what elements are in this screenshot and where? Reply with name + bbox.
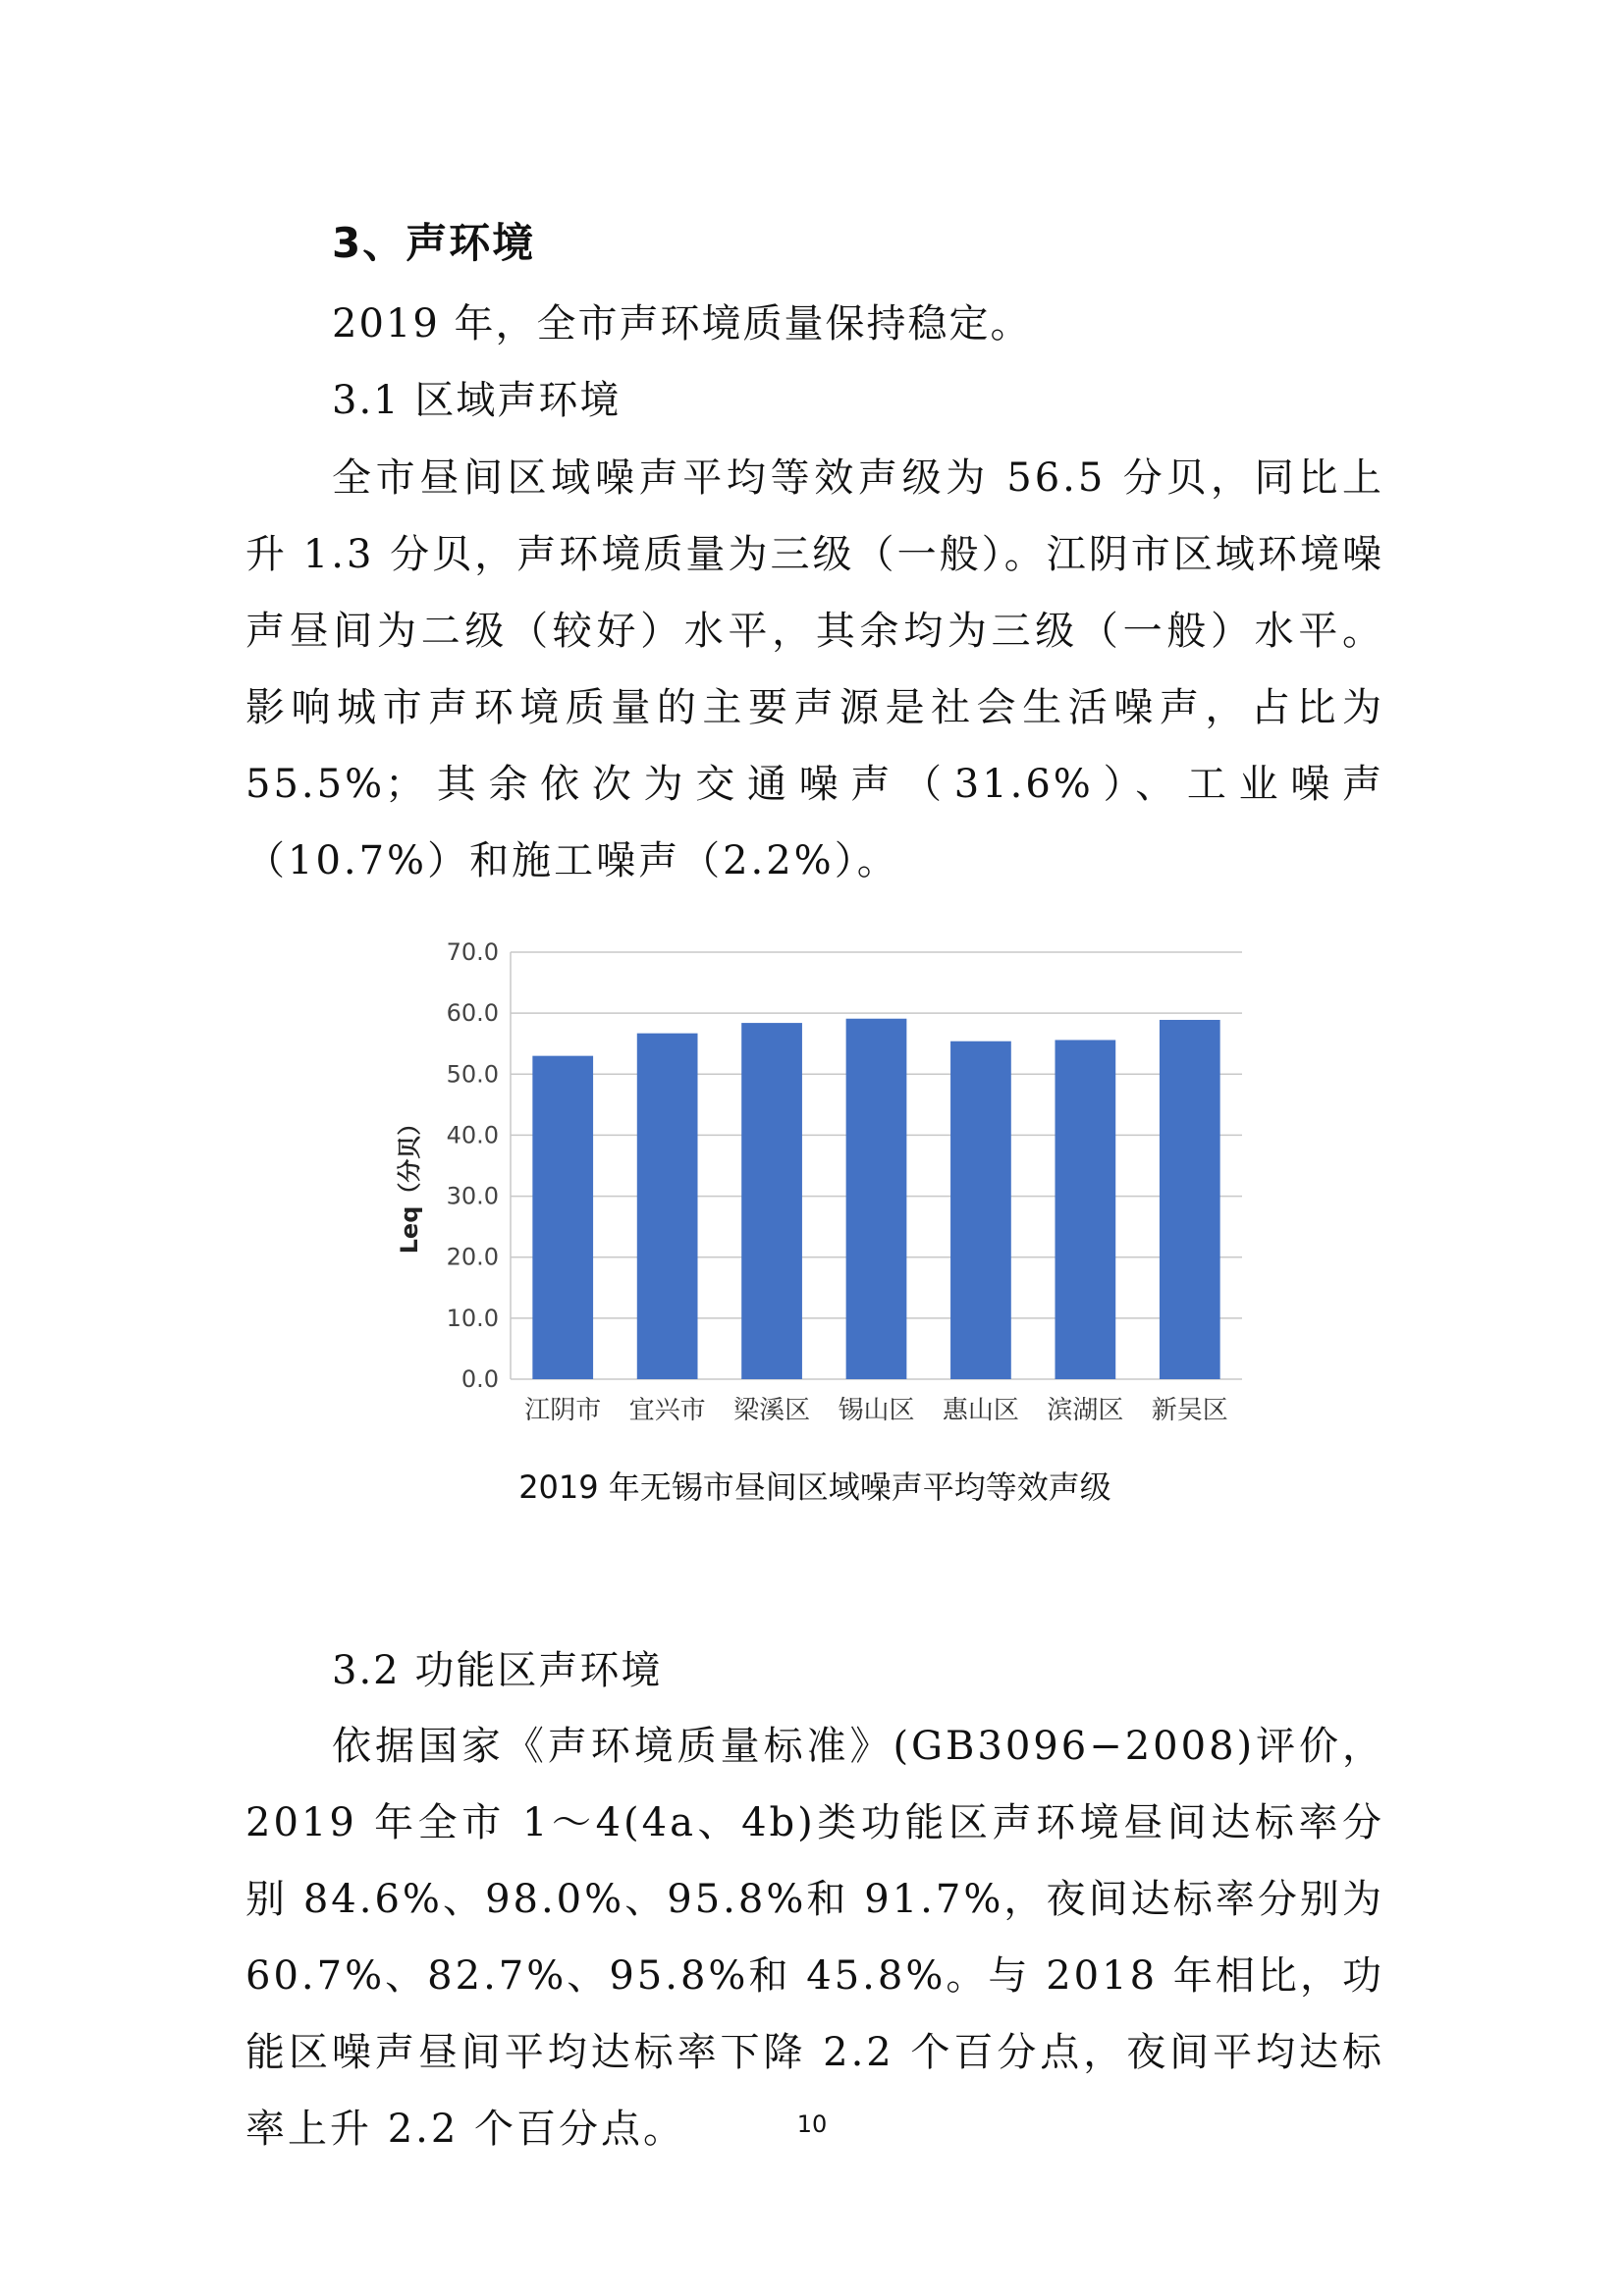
y-tick-label: 0.0 [460, 1365, 499, 1393]
x-tick-label: 宜兴市 [628, 1396, 706, 1425]
bar [846, 1019, 907, 1379]
section-3-2-paragraph-block [245, 1708, 1384, 2167]
y-tick-label: 10.0 [446, 1304, 499, 1332]
chart-x-ticks [524, 1396, 1228, 1425]
bar [741, 1023, 802, 1379]
y-tick-label: 50.0 [446, 1060, 499, 1089]
x-tick-label: 锡山区 [838, 1396, 915, 1425]
bar [637, 1034, 698, 1379]
page-number: 10 [796, 2110, 828, 2138]
section-3-2-heading: 3.2 功能区声环境 [332, 1648, 663, 1693]
x-tick-label: 惠山区 [942, 1396, 1019, 1425]
bar [1160, 1020, 1220, 1379]
section-3-summary: 2019 年，全市声环境质量保持稳定。 [332, 301, 1032, 347]
chart-caption: 2019 年无锡市昼间区域噪声平均等效声级 [518, 1468, 1111, 1506]
y-tick-label: 20.0 [446, 1243, 499, 1271]
x-tick-label: 江阴市 [524, 1396, 602, 1425]
y-tick-label: 70.0 [446, 938, 499, 966]
bar [532, 1056, 593, 1379]
noise-bar-chart [383, 918, 1267, 1448]
bar [1055, 1040, 1115, 1379]
chart-y-axis-label: Leq（分贝） [396, 1111, 423, 1255]
bar [950, 1041, 1011, 1379]
y-tick-label: 30.0 [446, 1182, 499, 1210]
x-tick-label: 滨湖区 [1047, 1396, 1124, 1425]
y-tick-label: 40.0 [446, 1121, 499, 1149]
x-tick-label: 新吴区 [1151, 1396, 1228, 1425]
chart-bars [532, 1019, 1219, 1379]
section-3-1-paragraph: 全市昼间区域噪声平均等效声级为 56.5 分贝，同比上升 1.3 分贝，声环境质量为三级（一般）。江阴市区域环境噪声昼间为二级（较好）水平，其余均为三级（一般）水平。影响城市声环境质量的主要声源是社会生活噪声，占比为 55.5%；其余依次为交通噪声（31.6%）、工业噪声（10.7%）和施工噪声（2.2%）。 [245, 455, 1384, 883]
noise-bar-chart-svg [383, 918, 1267, 1448]
x-tick-label: 梁溪区 [733, 1396, 811, 1425]
section-3-2-paragraph: 依据国家《声环境质量标准》(GB3096−2008)评价，2019 年全市 1～4(4a、4b)类功能区声环境昼间达标率分别 84.6%、98.0%、95.8%和 91.7%，夜间达标率分别为 60.7%、82.7%、95.8%和 45.8%。与 2018 年相比，功能区噪声昼间平均达标率下降 2.2 个百分点，夜间平均达标率上升 2.2 个百分点。 [245, 1724, 1384, 2152]
y-tick-label: 60.0 [446, 999, 499, 1028]
section-3-1-heading: 3.1 区域声环境 [332, 378, 622, 423]
section-3-heading: 3、声环境 [332, 219, 536, 267]
section-3-1-paragraph-block [245, 440, 1384, 899]
chart-y-ticks [447, 938, 499, 1393]
